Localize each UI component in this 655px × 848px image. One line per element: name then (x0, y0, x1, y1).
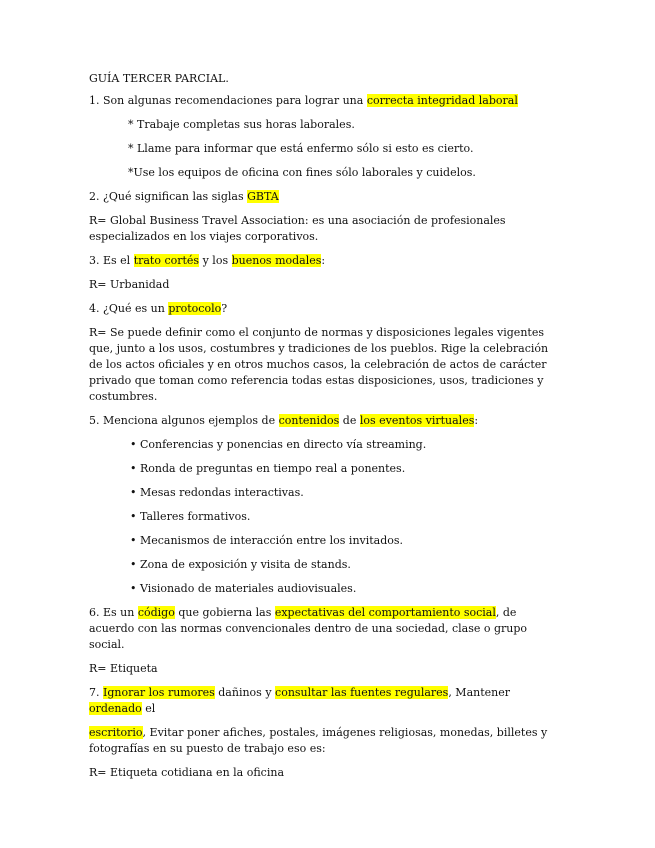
highlight-gbta: GBTA (247, 190, 279, 203)
highlight-protocolo: protocolo (168, 302, 222, 315)
question-4 (89, 301, 564, 317)
answer-2: R= Global Business Travel Association: es una asociación de profesionales especializados en los viajes corporativos. (89, 214, 506, 243)
question-3-text-mid: y los (199, 254, 232, 267)
question-3-text: 3. Es el (89, 254, 134, 267)
question-7-text-4: , Evitar poner afiches, postales, imágenes religiosas, monedas, billetes y fotografías en su puesto de trabajo eso es: (89, 726, 548, 755)
question-6-text: 6. Es un (89, 606, 138, 619)
question-3-text-end: : (321, 254, 326, 267)
bullet-item: • Mesas redondas interactivas. (130, 486, 304, 499)
highlight-trato-cortes: trato cortés (133, 254, 200, 267)
highlight-consultar-fuentes: consultar las fuentes regulares (275, 686, 449, 699)
answer-3: R= Urbanidad (89, 278, 170, 291)
bullet-item: • Zona de exposición y visita de stands. (130, 558, 351, 571)
question-7-line-1 (89, 685, 564, 717)
answer-4: R= Se puede definir como el conjunto de normas y disposiciones legales vigentes que, junto a los usos, costumbres y tradiciones de los pueblos. Rige la celebración de los actos oficiales y en otros muchos casos, la celebración de actos de carácter privado que toman como referencia todas estas disposiciones, usos, tradiciones y costumbres. (89, 326, 549, 403)
question-7-line-2 (89, 725, 564, 757)
answer-6: R= Etiqueta (89, 662, 158, 675)
highlight-integridad-laboral: correcta integridad laboral (366, 94, 518, 107)
question-5-text: 5. Menciona algunos ejemplos de (89, 414, 279, 427)
question-7-number: 7. (89, 686, 103, 699)
question-1-text: 1. Son algunas recomendaciones para lograr una (89, 94, 367, 107)
question-4-text: 4. ¿Qué es un (89, 302, 169, 315)
question-1 (89, 93, 564, 109)
question-4-text-end: ? (221, 302, 228, 315)
question-2 (89, 189, 564, 205)
bullet-item: • Talleres formativos. (130, 510, 251, 523)
highlight-expectativas: expectativas del comportamiento social (274, 606, 496, 619)
question-6-text-mid: que gobierna las (174, 606, 275, 619)
document-body (89, 71, 564, 789)
question-7-text-2: , Mantener (448, 686, 510, 699)
highlight-eventos-virtuales: los eventos virtuales (359, 414, 475, 427)
answer-7: R= Etiqueta cotidiana en la oficina (89, 766, 284, 779)
document-title: GUÍA TERCER PARCIAL. (89, 72, 229, 85)
question-2-text: 2. ¿Qué significan las siglas (89, 190, 248, 203)
highlight-buenos-modales: buenos modales (231, 254, 322, 267)
question-5 (89, 413, 564, 429)
question-7-text-1: dañinos y (214, 686, 276, 699)
question-6-text-end: , de acuerdo con las normas convencionales dentro de una sociedad, clase o grupo social. (89, 606, 528, 651)
recommendation-item: * Llame para informar que está enfermo sólo si esto es cierto. (128, 142, 474, 155)
question-5-text-end: : (474, 414, 479, 427)
recommendation-item: * Trabaje completas sus horas laborales. (128, 118, 355, 131)
recommendation-item: *Use los equipos de oficina con fines sólo laborales y cuidelos. (128, 166, 476, 179)
bullet-item: • Conferencias y ponencias en directo vía streaming. (130, 438, 427, 451)
bullet-item: • Mecanismos de interacción entre los invitados. (130, 534, 404, 547)
question-7-text-3: el (141, 702, 156, 715)
question-3 (89, 253, 564, 269)
highlight-ignorar-rumores: Ignorar los rumores (103, 686, 215, 699)
bullet-item: • Visionado de materiales audiovisuales. (130, 582, 357, 595)
highlight-contenidos: contenidos (278, 414, 340, 427)
highlight-escritorio: escritorio (89, 726, 143, 739)
bullet-item: • Ronda de preguntas en tiempo real a ponentes. (130, 462, 406, 475)
highlight-ordenado: ordenado (89, 702, 142, 715)
question-6 (89, 605, 564, 653)
question-5-text-mid: de (339, 414, 360, 427)
highlight-codigo: código (137, 606, 175, 619)
